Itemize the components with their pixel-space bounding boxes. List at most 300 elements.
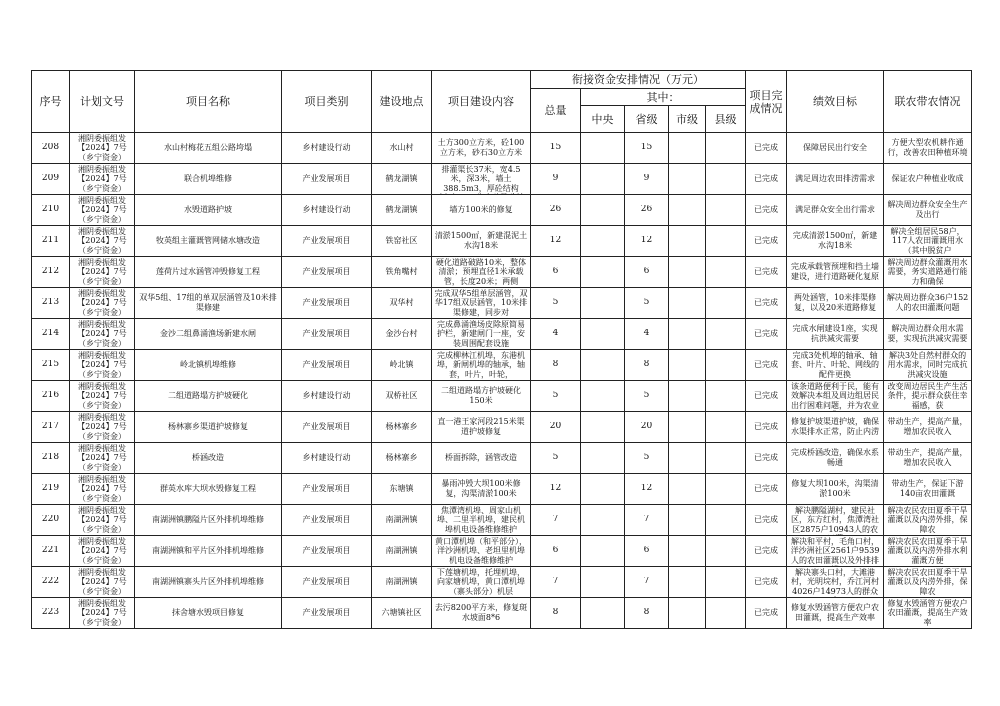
cell-doc — [70, 195, 135, 226]
cell-content — [432, 598, 531, 629]
cell-benefit — [884, 319, 972, 350]
cell-provincial-text: 7 — [643, 577, 650, 587]
table-row — [32, 598, 972, 629]
cell-project-name — [135, 381, 282, 412]
cell-doc — [70, 598, 135, 629]
cell-central — [581, 474, 625, 505]
cell-status — [746, 443, 787, 474]
cell-county — [706, 443, 746, 474]
cell-goal-text: 保障居民出行安全 — [803, 143, 868, 153]
cell-location — [372, 226, 432, 257]
cell-location — [372, 257, 432, 288]
cell-category — [282, 536, 372, 567]
cell-benefit — [884, 474, 972, 505]
cell-goal — [787, 195, 884, 226]
cell-provincial — [625, 195, 669, 226]
cell-status-text: 已完成 — [754, 360, 779, 370]
cell-category-text: 产业发展项目 — [302, 360, 351, 370]
cell-status — [746, 567, 787, 598]
cell-seq — [32, 226, 70, 257]
cell-seq-text: 221 — [41, 546, 60, 556]
cell-content — [432, 536, 531, 567]
cell-county — [706, 381, 746, 412]
cell-status — [746, 598, 787, 629]
cell-total-text: 5 — [552, 391, 559, 401]
cell-city — [669, 474, 706, 505]
cell-location-text: 铁角嘴村 — [385, 267, 418, 277]
cell-category-text: 产业发展项目 — [302, 422, 351, 432]
cell-doc — [70, 133, 135, 164]
header-total: 总量 — [531, 89, 581, 133]
cell-status-text: 已完成 — [754, 267, 779, 277]
cell-doc — [70, 288, 135, 319]
cell-city — [669, 412, 706, 443]
cell-seq-text: 218 — [41, 453, 60, 463]
cell-project-name-text: 桥涵改造 — [192, 453, 224, 463]
table-header — [32, 71, 972, 133]
cell-goal-text: 该条道路便利于民，能有效解决本组及周边组居民出行困难问题，并为农业 — [791, 381, 880, 410]
cell-doc-text: 湘阴委振组发【2024】7号（乡宁资金） — [77, 412, 127, 441]
cell-provincial — [625, 567, 669, 598]
cell-goal — [787, 598, 884, 629]
header-of-which: 其中： — [581, 89, 746, 106]
funds-table — [31, 70, 972, 629]
cell-seq-text: 208 — [41, 143, 60, 153]
cell-total-text: 4 — [552, 329, 559, 339]
cell-category-text: 乡村建设行动 — [302, 391, 351, 401]
cell-doc-text: 湘阴委振组发【2024】7号（乡宁资金） — [77, 319, 127, 348]
cell-location-text: 南湖洲镇 — [385, 546, 418, 556]
cell-total — [531, 536, 581, 567]
cell-goal — [787, 474, 884, 505]
cell-category-text: 乡村建设行动 — [302, 453, 351, 463]
cell-doc-text: 湘阴委振组发【2024】7号（乡宁资金） — [77, 567, 127, 596]
cell-category — [282, 226, 372, 257]
cell-status — [746, 412, 787, 443]
cell-project-name — [135, 598, 282, 629]
cell-benefit-text: 方便大型农机耕作通行，改善农田种植环境 — [887, 138, 968, 157]
cell-city — [669, 350, 706, 381]
cell-goal-text: 完成桥涵改造，确保水系畅通 — [791, 448, 880, 467]
cell-benefit — [884, 350, 972, 381]
cell-category-text: 产业发展项目 — [302, 546, 351, 556]
cell-category — [282, 598, 372, 629]
table-row — [32, 257, 972, 288]
cell-goal — [787, 288, 884, 319]
cell-seq — [32, 133, 70, 164]
cell-content — [432, 257, 531, 288]
cell-location — [372, 133, 432, 164]
cell-goal-text: 修复水毁涵管方便农户农田灌溉，提高生产效率 — [791, 603, 880, 622]
cell-location — [372, 567, 432, 598]
cell-provincial-text: 26 — [640, 205, 653, 215]
cell-status — [746, 474, 787, 505]
cell-total-text: 7 — [552, 515, 559, 525]
cell-total-text: 26 — [549, 205, 562, 215]
cell-provincial — [625, 505, 669, 536]
cell-seq-text: 216 — [41, 391, 60, 401]
cell-provincial — [625, 412, 669, 443]
cell-seq — [32, 505, 70, 536]
cell-status-text: 已完成 — [754, 515, 779, 525]
cell-provincial — [625, 536, 669, 567]
cell-seq — [32, 412, 70, 443]
cell-seq-text: 217 — [41, 422, 60, 432]
cell-central — [581, 350, 625, 381]
cell-goal — [787, 226, 884, 257]
cell-seq — [32, 474, 70, 505]
cell-benefit-text: 解决农民农田夏季干旱灌溉以及内涝外排，保障农 — [887, 567, 968, 596]
cell-seq-text: 222 — [41, 577, 60, 587]
cell-goal — [787, 443, 884, 474]
cell-total — [531, 133, 581, 164]
cell-status — [746, 350, 787, 381]
cell-project-name-text: 莲荷片过水涵管冲毁修复工程 — [156, 267, 260, 277]
cell-doc-text: 湘阴委振组发【2024】7号（乡宁资金） — [77, 226, 127, 255]
cell-category — [282, 567, 372, 598]
cell-status — [746, 195, 787, 226]
cell-seq — [32, 443, 70, 474]
cell-goal — [787, 319, 884, 350]
cell-city — [669, 164, 706, 195]
cell-benefit-text: 解决农民农田夏季干旱灌溉以及内涝外排水利灌溉方便 — [887, 536, 968, 565]
cell-content — [432, 381, 531, 412]
cell-doc-text: 湘阴委振组发【2024】7号（乡宁资金） — [77, 133, 127, 162]
cell-total — [531, 443, 581, 474]
cell-benefit — [884, 288, 972, 319]
cell-goal — [787, 350, 884, 381]
cell-seq-text: 219 — [41, 484, 60, 494]
cell-category-text: 产业发展项目 — [302, 236, 351, 246]
cell-county — [706, 505, 746, 536]
cell-benefit-text: 解决全组居民58户，117人农田灌溉用水（其中脱贫户 — [890, 226, 965, 255]
cell-location — [372, 288, 432, 319]
cell-location-text: 双华村 — [389, 298, 414, 308]
header-goal: 绩效目标 — [787, 71, 884, 133]
cell-project-name-text: 南湖洲镇鹏隘片区外排机埠维修 — [152, 515, 264, 525]
cell-central — [581, 288, 625, 319]
cell-location-text: 鹤龙湖镇 — [385, 205, 418, 215]
cell-total — [531, 195, 581, 226]
cell-provincial — [625, 226, 669, 257]
cell-seq-text: 212 — [41, 267, 60, 277]
cell-project-name-text: 杨林寨乡渠道护坡修复 — [168, 422, 248, 432]
cell-category-text: 产业发展项目 — [302, 577, 351, 587]
cell-seq — [32, 195, 70, 226]
cell-category — [282, 164, 372, 195]
cell-location-text: 杨林寨乡 — [385, 422, 418, 432]
cell-benefit-text: 解决周边群众用水需要，实现抗洪减灾需要 — [887, 324, 968, 343]
cell-seq-text: 223 — [41, 608, 60, 618]
cell-goal-text: 完成清淤1500㎡，新建水沟18米 — [792, 231, 878, 250]
cell-provincial-text: 8 — [643, 608, 650, 618]
funds-table-sheet — [31, 70, 971, 629]
cell-total — [531, 381, 581, 412]
cell-goal — [787, 412, 884, 443]
cell-provincial-text: 4 — [643, 329, 650, 339]
table-row — [32, 505, 972, 536]
table-row — [32, 567, 972, 598]
cell-content-text: 清淤1500㎡，新建混泥土水沟18米 — [434, 231, 528, 250]
cell-project-name-text: 水毁道路护坡 — [184, 205, 232, 215]
cell-seq-text: 220 — [41, 515, 60, 525]
cell-seq — [32, 598, 70, 629]
header-funds-group: 衔接资金安排情况（万元） — [531, 71, 746, 89]
cell-doc — [70, 381, 135, 412]
cell-city — [669, 381, 706, 412]
cell-benefit-text: 保证农户种植业收成 — [891, 174, 964, 184]
cell-benefit — [884, 133, 972, 164]
cell-doc-text: 湘阴委振组发【2024】7号（乡宁资金） — [77, 443, 127, 472]
cell-benefit-text: 解决周边群众安全生产及出行 — [887, 200, 968, 219]
cell-content-text: 排灌渠长37米，宽4.5米，深3米，墙土388.5m3，厚砼结构 — [441, 164, 521, 193]
cell-seq-text: 214 — [41, 329, 60, 339]
header-provincial: 省级 — [625, 106, 669, 133]
cell-benefit-text: 修复水毁涵管方便农户农田灌溉，提高生产效率 — [887, 598, 968, 627]
cell-goal-text: 完成承载管预埋和挡土墙建设，进行道路硬化复原 — [791, 262, 880, 281]
cell-content-text: 黄口潭机埠（和平部分），洋沙洲机埠、老坦里机埠机电设备维修维护 — [435, 536, 527, 565]
cell-location — [372, 195, 432, 226]
cell-city — [669, 226, 706, 257]
cell-project-name — [135, 536, 282, 567]
cell-content — [432, 164, 531, 195]
cell-status-text: 已完成 — [754, 143, 779, 153]
cell-benefit-text: 带动生产，提高产量，增加农民收入 — [887, 448, 968, 467]
cell-location-text: 六塘镇社区 — [381, 608, 422, 618]
cell-benefit — [884, 381, 972, 412]
cell-central — [581, 443, 625, 474]
cell-provincial — [625, 133, 669, 164]
cell-project-name — [135, 350, 282, 381]
cell-project-name-text: 抹舍塘水毁项目修复 — [172, 608, 244, 618]
cell-goal-text: 完成3处机埠的轴承、轴套、叶片、叶轮、网线的配件更换 — [791, 350, 880, 379]
cell-central — [581, 567, 625, 598]
cell-total — [531, 226, 581, 257]
cell-seq — [32, 350, 70, 381]
cell-location-text: 南湖洲镇 — [385, 577, 418, 587]
cell-provincial-text: 15 — [640, 143, 653, 153]
cell-goal-text: 解决和平村，毛角口村，洋沙洲社区2561户9539人的农田灌溉以及外排排 — [790, 536, 880, 565]
cell-benefit — [884, 226, 972, 257]
cell-doc — [70, 319, 135, 350]
cell-content-text: 暴雨冲毁大坝100米修复，沟渠清淤100米 — [441, 479, 521, 498]
cell-content — [432, 319, 531, 350]
cell-total-text: 15 — [549, 143, 562, 153]
cell-county — [706, 598, 746, 629]
cell-total — [531, 567, 581, 598]
cell-content-text: 直一港王家河段215米渠道护坡修复 — [437, 417, 525, 436]
cell-project-name — [135, 164, 282, 195]
cell-total — [531, 598, 581, 629]
cell-benefit — [884, 536, 972, 567]
table-row — [32, 381, 972, 412]
cell-content-text: 墙方100米的修复 — [449, 205, 513, 215]
cell-provincial-text: 9 — [643, 174, 650, 184]
cell-provincial — [625, 598, 669, 629]
cell-doc — [70, 474, 135, 505]
cell-seq — [32, 164, 70, 195]
cell-city — [669, 567, 706, 598]
cell-county — [706, 133, 746, 164]
cell-doc-text: 湘阴委振组发【2024】7号（乡宁资金） — [77, 288, 127, 317]
cell-doc-text: 湘阴委振组发【2024】7号（乡宁资金） — [77, 381, 127, 410]
cell-central — [581, 412, 625, 443]
table-row — [32, 443, 972, 474]
cell-city — [669, 288, 706, 319]
cell-location-text: 铁窑社区 — [385, 236, 418, 246]
cell-status-text: 已完成 — [754, 298, 779, 308]
cell-total — [531, 257, 581, 288]
cell-content — [432, 567, 531, 598]
cell-benefit — [884, 567, 972, 598]
cell-central — [581, 226, 625, 257]
header-benefit: 联农带农情况 — [884, 71, 972, 133]
cell-seq-text: 209 — [41, 174, 60, 184]
cell-location — [372, 381, 432, 412]
cell-status-text: 已完成 — [754, 546, 779, 556]
cell-project-name-text: 南湖洲镇寨头片区外排机埠维修 — [152, 577, 264, 587]
table-row — [32, 412, 972, 443]
cell-doc — [70, 536, 135, 567]
cell-location — [372, 443, 432, 474]
cell-city — [669, 443, 706, 474]
cell-total — [531, 164, 581, 195]
header-name: 项目名称 — [135, 71, 282, 133]
cell-doc — [70, 164, 135, 195]
cell-central — [581, 319, 625, 350]
cell-provincial-text: 5 — [643, 298, 650, 308]
cell-doc-text: 湘阴委振组发【2024】7号（乡宁资金） — [77, 257, 127, 286]
cell-category — [282, 288, 372, 319]
cell-total-text: 20 — [549, 422, 562, 432]
table-row — [32, 536, 972, 567]
cell-total-text: 5 — [552, 453, 559, 463]
cell-content — [432, 443, 531, 474]
cell-location-text: 南湖洲镇 — [385, 515, 418, 525]
cell-total-text: 6 — [552, 546, 559, 556]
cell-location-text: 岭北镇 — [389, 360, 414, 370]
cell-category — [282, 505, 372, 536]
cell-provincial-text: 5 — [643, 391, 650, 401]
table-row — [32, 288, 972, 319]
cell-content-text: 土方300立方米，砼100立方米，砂石30立方米 — [437, 138, 525, 157]
cell-category-text: 乡村建设行动 — [302, 205, 351, 215]
cell-doc-text: 湘阴委振组发【2024】7号（乡宁资金） — [77, 195, 127, 224]
cell-location — [372, 598, 432, 629]
table-row — [32, 350, 972, 381]
header-doc: 计划文号 — [70, 71, 135, 133]
cell-county — [706, 164, 746, 195]
cell-content — [432, 474, 531, 505]
cell-central — [581, 536, 625, 567]
cell-total-text: 8 — [552, 608, 559, 618]
header-category: 项目类别 — [282, 71, 372, 133]
cell-content-text: 下莲塘机埠，托埋机埠，向家塘机埠，黄口潭机埠（寨头部分）机层 — [437, 567, 525, 596]
cell-seq — [32, 567, 70, 598]
cell-location — [372, 164, 432, 195]
cell-doc-text: 湘阴委振组发【2024】7号（乡宁资金） — [77, 598, 127, 627]
cell-content-text: 完成柳林江机埠，东港机埠，新闸机埠的轴承，轴套，叶片，叶轮， — [437, 350, 525, 379]
cell-location-text: 双桥社区 — [385, 391, 418, 401]
cell-county — [706, 257, 746, 288]
cell-content — [432, 288, 531, 319]
cell-total — [531, 412, 581, 443]
cell-central — [581, 257, 625, 288]
cell-provincial — [625, 164, 669, 195]
cell-benefit — [884, 598, 972, 629]
cell-project-name — [135, 226, 282, 257]
cell-total-text: 12 — [549, 484, 562, 494]
cell-goal — [787, 133, 884, 164]
cell-provincial — [625, 474, 669, 505]
header-city: 市级 — [669, 106, 706, 133]
cell-category — [282, 195, 372, 226]
header-seq: 序号 — [32, 71, 70, 133]
cell-total — [531, 288, 581, 319]
cell-project-name-text: 联合机埠维修 — [184, 174, 232, 184]
cell-benefit-text: 改变周边居民生产生活条件，提示群众获住幸福感，获 — [887, 381, 968, 410]
cell-provincial-text: 20 — [640, 422, 653, 432]
cell-central — [581, 164, 625, 195]
cell-category-text: 乡村建设行动 — [302, 143, 351, 153]
cell-city — [669, 505, 706, 536]
cell-location-text: 水山村 — [389, 143, 414, 153]
cell-category-text: 产业发展项目 — [302, 267, 351, 277]
cell-goal — [787, 381, 884, 412]
cell-status-text: 已完成 — [754, 205, 779, 215]
cell-content-text: 焦潭湾机埠、周家山机埠、二里半机埠，建民机埠机电设备维修维护 — [437, 505, 525, 534]
cell-seq — [32, 319, 70, 350]
cell-seq — [32, 288, 70, 319]
cell-location — [372, 505, 432, 536]
cell-county — [706, 567, 746, 598]
table-row — [32, 319, 972, 350]
cell-goal — [787, 164, 884, 195]
cell-doc — [70, 443, 135, 474]
cell-central — [581, 133, 625, 164]
cell-benefit-text: 解决农民农田夏季干旱灌溉以及内涝外排，保障农 — [887, 505, 968, 534]
table-row — [32, 195, 972, 226]
cell-doc — [70, 412, 135, 443]
table-row — [32, 133, 972, 164]
cell-category — [282, 257, 372, 288]
cell-location-text: 鹤龙湖镇 — [385, 174, 418, 184]
cell-provincial-text: 7 — [643, 515, 650, 525]
cell-county — [706, 195, 746, 226]
cell-goal — [787, 567, 884, 598]
cell-doc — [70, 567, 135, 598]
cell-status-text: 已完成 — [754, 577, 779, 587]
cell-content — [432, 505, 531, 536]
cell-category-text: 产业发展项目 — [302, 174, 351, 184]
cell-benefit-text: 解决周边群众36户152人的农田灌溉问题 — [886, 293, 969, 312]
cell-provincial-text: 6 — [643, 267, 650, 277]
cell-project-name-text: 牧英组主灌溉管网储水塘改造 — [156, 236, 260, 246]
cell-status — [746, 288, 787, 319]
cell-total-text: 7 — [552, 577, 559, 587]
cell-category — [282, 474, 372, 505]
cell-project-name-text: 水山村梅花五组公路垮塌 — [164, 143, 252, 153]
cell-category — [282, 350, 372, 381]
cell-doc — [70, 350, 135, 381]
cell-status — [746, 133, 787, 164]
cell-location — [372, 536, 432, 567]
cell-status — [746, 505, 787, 536]
cell-provincial-text: 6 — [643, 546, 650, 556]
cell-provincial — [625, 443, 669, 474]
cell-seq-text: 210 — [41, 205, 60, 215]
cell-status-text: 已完成 — [754, 329, 779, 339]
